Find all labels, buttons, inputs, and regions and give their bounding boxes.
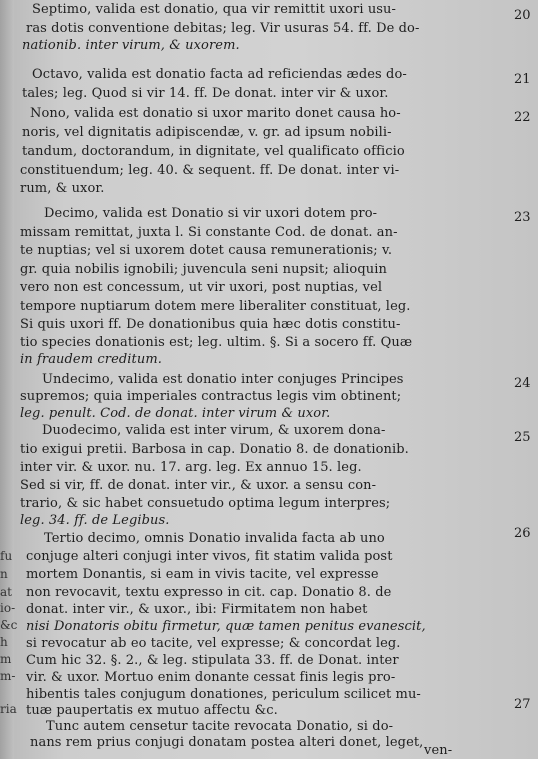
section-number: 21 (514, 72, 531, 87)
text-line: tio exigui pretii. Barbosa in cap. Donatio 8. de donationib. (20, 442, 409, 457)
text-line: tio species donationis est; leg. ultim. §. Si a socero ff. Quæ (20, 335, 413, 350)
text-line: Sed si vir, ff. de donat. inter vir., & uxor. a sensu con- (20, 478, 377, 493)
text-line: tempore nuptiarum dotem mere liberaliter constituat, leg. (20, 299, 411, 314)
text-line: Tertio decimo, omnis Donatio invalida facta ab uno (44, 531, 385, 546)
text-line: ven- (424, 743, 453, 758)
text-line: rum, & uxor. (20, 181, 105, 196)
text-line: Duodecimo, valida est inter virum, & uxorem dona- (42, 423, 386, 438)
text-line: Decimo, valida est Donatio si vir uxori dotem pro- (44, 206, 378, 221)
text-line: gr. quia nobilis ignobili; juvencula seni nupsit; alioquin (20, 262, 387, 277)
text-line: in fraudem creditum. (20, 352, 163, 367)
section-number: 26 (514, 526, 531, 541)
margin-fragment: h (0, 635, 8, 649)
text-line: nans rem prius conjugi donatam postea alteri donet, leget, (30, 735, 424, 750)
text-line: Cum hic 32. §. 2., & leg. stipulata 33. ff. de Donat. inter (26, 653, 399, 668)
text-line: supremos; quia imperiales contractus legis vim obtinent; (20, 389, 402, 404)
text-line: nationib. inter virum, & uxorem. (22, 38, 240, 53)
text-line: te nuptias; vel si uxorem dotet causa remunerationis; v. (20, 243, 393, 258)
text-line: Tunc autem censetur tacite revocata Donatio, si do- (46, 719, 394, 734)
section-number: 23 (514, 210, 531, 225)
text-line: si revocatur ab eo tacite, vel expresse; & concordat leg. (26, 636, 401, 651)
text-line: nisi Donatoris obitu firmetur, quæ tamen penitus evanescit, (26, 619, 426, 634)
margin-fragment: m (0, 652, 12, 666)
margin-fragment: ria (0, 702, 17, 716)
margin-fragment: fu (0, 549, 13, 563)
text-line: inter vir. & uxor. nu. 17. arg. leg. Ex annuo 15. leg. (20, 460, 362, 475)
text-line: Si quis uxori ff. De donationibus quia hæc dotis constitu- (20, 317, 401, 332)
text-line: Nono, valida est donatio si uxor marito donet causa ho- (30, 106, 401, 121)
margin-fragment: m- (0, 669, 16, 683)
text-line: tuæ paupertatis ex mutuo affectu &c. (26, 703, 278, 718)
section-number: 24 (514, 376, 531, 391)
section-number: 25 (514, 430, 531, 445)
text-line: ras dotis conventione debitas; leg. Vir usuras 54. ff. De do- (26, 21, 420, 36)
text-line: tandum, doctorandum, in dignitate, vel qualificato officio (22, 144, 405, 159)
text-line: constituendum; leg. 40. & sequent. ff. De donat. inter vi- (20, 163, 400, 178)
text-line: mortem Donantis, si eam in vivis tacite, vel expresse (26, 567, 379, 582)
margin-fragment: n (0, 567, 8, 581)
text-line: donat. inter vir., & uxor., ibi: Firmitatem non habet (26, 602, 368, 617)
text-line: vero non est concessum, ut vir uxori, post nuptias, vel (20, 280, 383, 295)
section-number: 22 (514, 110, 531, 125)
margin-fragment: &c (0, 618, 18, 632)
text-line: non revocavit, textu expresso in cit. cap. Donatio 8. de (26, 585, 392, 600)
section-number: 20 (514, 8, 531, 23)
text-line: leg. penult. Cod. de donat. inter virum & uxor. (20, 406, 331, 421)
text-line: missam remittat, juxta l. Si constante Cod. de donat. an- (20, 225, 398, 240)
text-line: Septimo, valida est donatio, qua vir remittit uxori usu- (32, 2, 397, 17)
text-line: Undecimo, valida est donatio inter conjuges Principes (42, 372, 404, 387)
section-number: 27 (514, 697, 531, 712)
text-line: tales; leg. Quod si vir 14. ff. De donat. inter vir & uxor. (22, 86, 389, 101)
text-line: vir. & uxor. Mortuo enim donante cessat finis legis pro- (26, 670, 396, 685)
text-line: noris, vel dignitatis adipiscendæ, v. gr. ad ipsum nobili- (22, 125, 392, 140)
margin-fragment: io- (0, 601, 16, 615)
text-line: Octavo, valida est donatio facta ad reficiendas ædes do- (32, 67, 407, 82)
text-line: conjuge alteri conjugi inter vivos, fit statim valida post (26, 549, 393, 564)
text-line: hibentis tales conjugum donationes, periculum scilicet mu- (26, 687, 421, 702)
margin-fragment: at (0, 585, 12, 599)
text-line: trario, & sic habet consuetudo optima legum interpres; (20, 496, 391, 511)
text-line: leg. 34. ff. de Legibus. (20, 513, 170, 528)
